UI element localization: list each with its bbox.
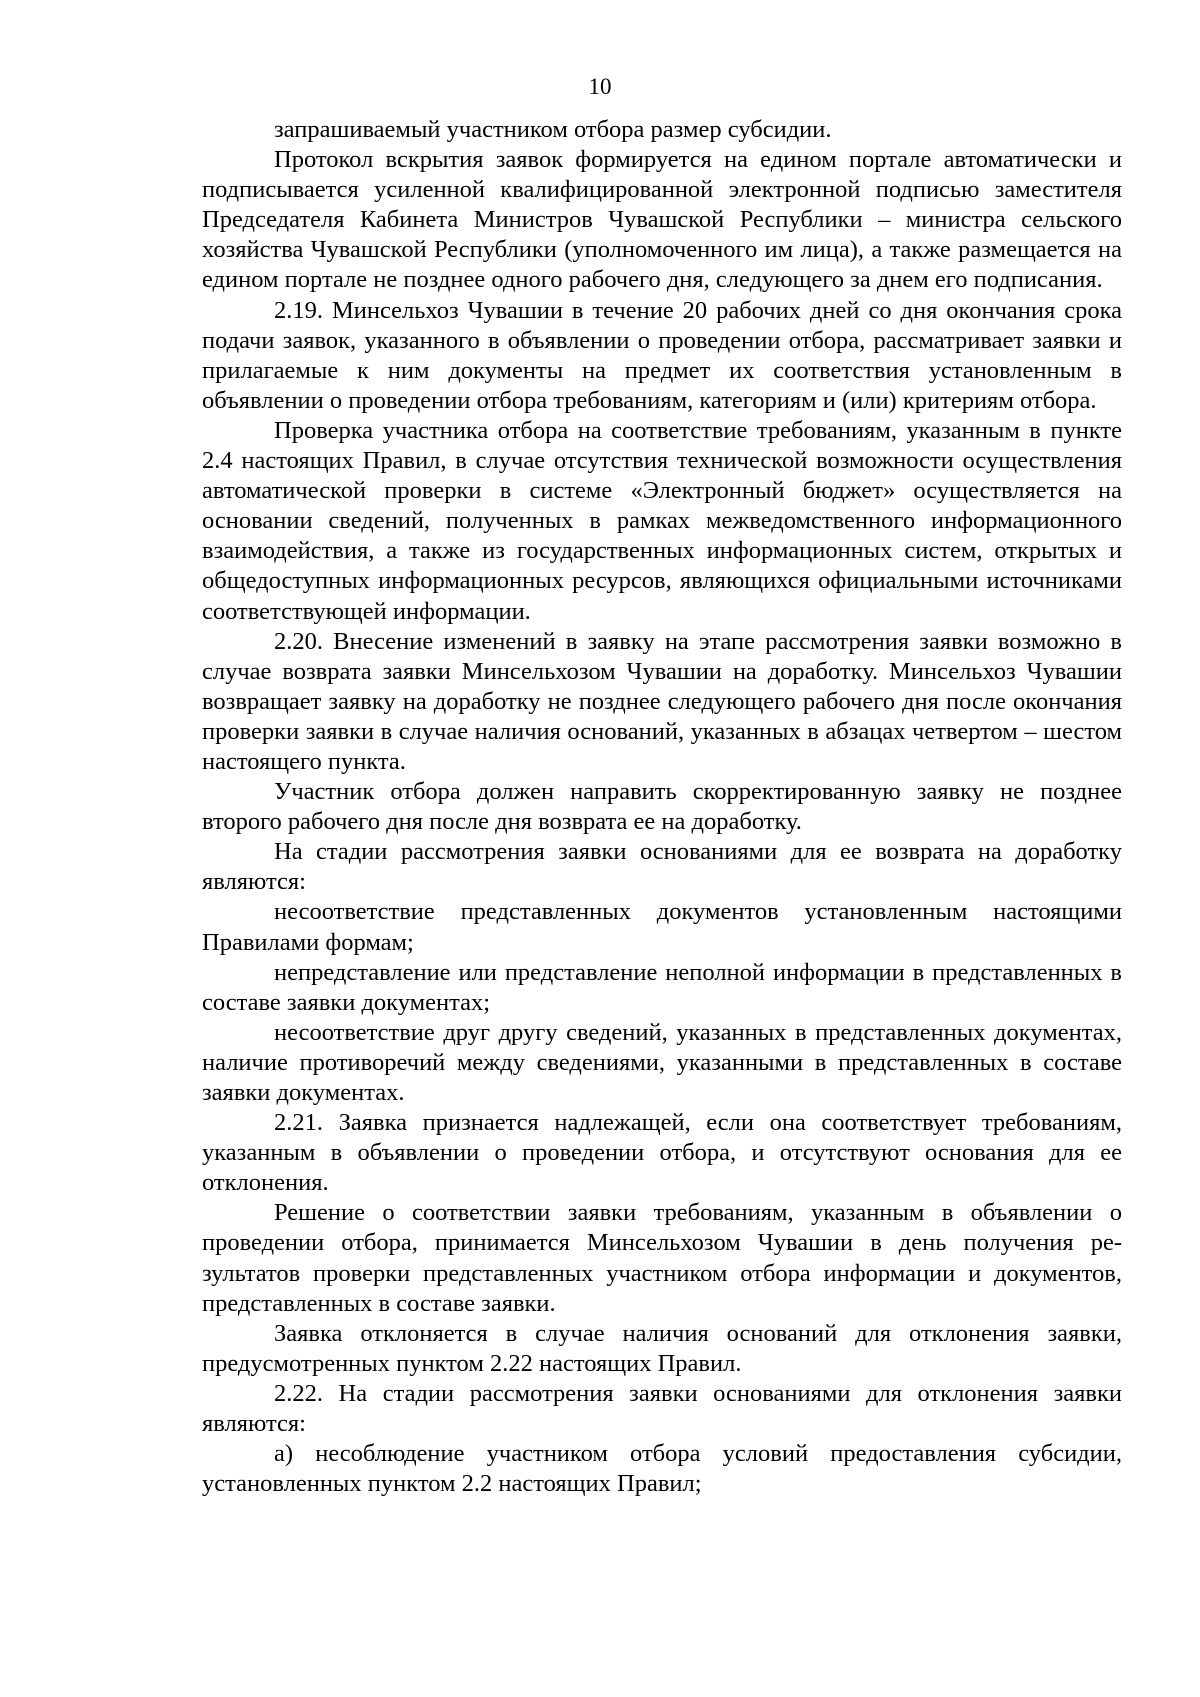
paragraph: а) несоблюдение участником отбора условий предоставления субсидии, установленных пунктом 2.2 настоящих Правил;: [202, 1440, 1122, 1498]
paragraph: Участник отбора должен направить скорректированную заявку не позднее второго рабочего дня после дня возврата ее на доработку.: [202, 778, 1122, 836]
paragraph: несоответствие друг другу сведений, указанных в представленных документах, наличие противоречий между сведениями, указанными в представленных в составе заявки документах.: [202, 1018, 1122, 1106]
paragraph: Протокол вскрытия заявок формируется на едином портале автоматически и подписывается усиленной квалифицированной электронной подписью заместителя Председателя Кабинета Министров Чувашской Республики – министра сельского хозяйства Чувашской Республики (уполномоченного им лица), а также размещается на едином портале не позднее одного рабочего дня, следующего за днем его подписания.: [202, 146, 1122, 294]
paragraph: Решение о соответствии заявки требованиям, указанным в объявлении о проведении отбора, принимается Минсельхозом Чувашии в день получения результатов проверки представленных участником отбора информации и документов, представленных в составе заявки.: [202, 1199, 1122, 1317]
paragraph: На стадии рассмотрения заявки основаниями для ее возврата на доработку являются:: [202, 838, 1122, 896]
paragraph: 2.22. На стадии рассмотрения заявки основаниями для отклонения заявки являются:: [202, 1379, 1122, 1438]
body-text: [202, 115, 1122, 1499]
paragraph: 2.20. Внесение изменений в заявку на этапе рассмотрения заявки возможно в случае возврата заявки Минсельхозом Чувашии на доработку. Минсельхоз Чувашии возвращает заявку на доработку не позднее следующего рабочего дня после окончания проверки заявки в случае наличия оснований, указанных в абзацах четвертом – шестом настоящего пункта.: [202, 627, 1122, 775]
paragraph: 2.21. Заявка признается надлежащей, если она соответствует требованиям, указанным в объявлении о проведении отбора, и отсутствуют основания для ее отклонения.: [202, 1109, 1122, 1197]
paragraph: запрашиваемый участником отбора размер субсидии.: [274, 116, 832, 143]
paragraph: 2.19. Минсельхоз Чувашии в течение 20 рабочих дней со дня окончания срока подачи заявок, указанного в объявлении о проведении отбора, рассматривает заявки и прилагаемые к ним документы на предмет их соответствия установленным в объявлении о проведении отбора требованиям, категориям и (или) критериям отбора.: [202, 296, 1122, 414]
paragraph: Проверка участника отбора на соответствие требованиям, указанным в пункте 2.4 настоящих Правил, в случае отсутствия технической возможности осуществления автоматической проверки в системе «Электронный бюджет» осуществляется на основании сведений, полученных в рамках межведомственного информационного взаимодействия, а также из государственных информационных систем, открытых и общедоступных информационных ресурсов, являющихся официальными источниками соответствующей информации.: [202, 416, 1122, 625]
paragraph: непредставление или представление неполной информации в представленных в составе заявки документах;: [202, 958, 1122, 1016]
page-number: 10: [588, 74, 612, 99]
paragraph: несоответствие представленных документов установленным настоящими Правилами формам;: [202, 898, 1122, 956]
paragraph: Заявка отклоняется в случае наличия оснований для отклонения заявки, предусмотренных пунктом 2.22 настоящих Правил.: [202, 1319, 1122, 1377]
